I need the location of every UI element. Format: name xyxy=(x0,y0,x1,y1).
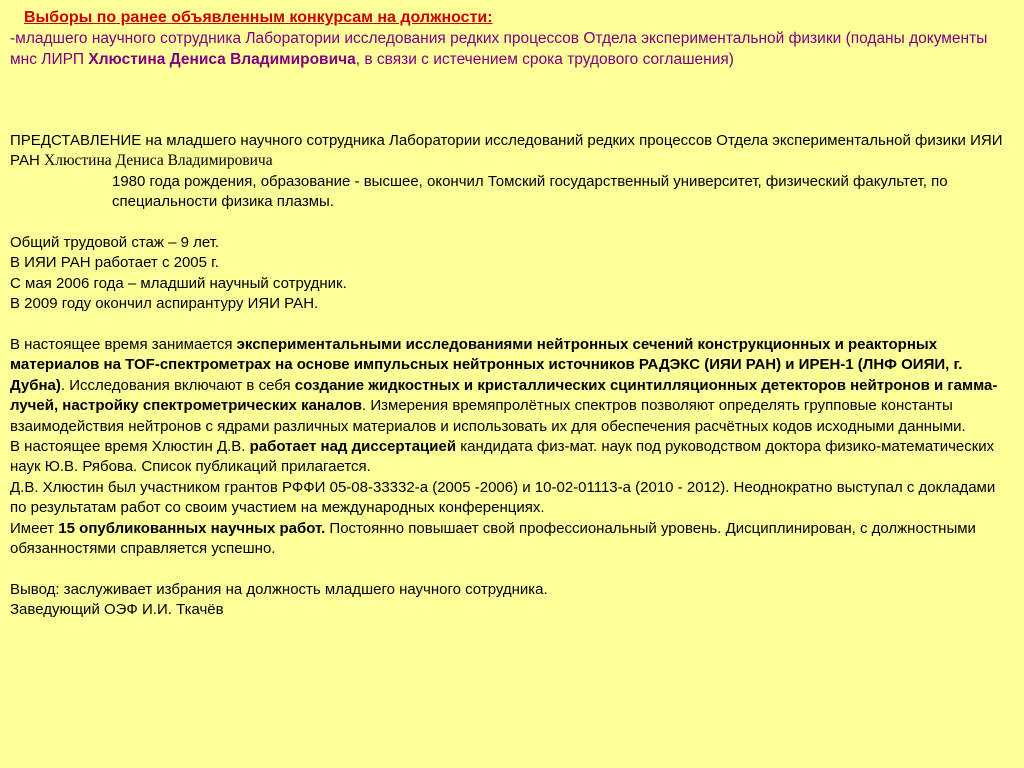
birth-education-paragraph: 1980 года рождения, образование - высшее, окончил Томский государственный университет, физический факультет, по специальности физика плазмы. xyxy=(112,172,948,211)
slide xyxy=(10,8,1014,70)
intro-paragraph xyxy=(10,28,1014,70)
grants-paragraph: Д.В. Хлюстин был участником грантов РФФИ 05-08-33332-а (2005 -2006) и 10-02-01113-а (2010 - 2012). Неоднократно выступал с докладами по результатам работ со своим участием на международных конференциях. xyxy=(10,478,996,517)
signature: Заведующий ОЭФ И.И. Ткачёв xyxy=(10,601,224,619)
intro-candidate-name: Хлюстина Дениса Владимировича xyxy=(88,51,356,68)
publications-bold: 15 опубликованных научных работ. xyxy=(58,519,326,537)
intro-text-1: -младшего научного сотрудника Лаборатории исследования редких процессов Отдела экспериментальной физики xyxy=(10,30,846,47)
dissertation-bold: работает над диссертацией xyxy=(249,438,457,456)
representation-paragraph xyxy=(10,131,1014,172)
publications-text-1: Имеет xyxy=(10,519,59,537)
experience-inr: В ИЯИ РАН работает с 2005 г. xyxy=(10,254,219,272)
intro-text-3: , в связи с истечением срока трудового соглашения) xyxy=(355,51,734,68)
dissertation-text-1: В настоящее время Хлюстин Д.В. xyxy=(10,438,250,456)
representation-text: ПРЕДСТАВЛЕНИЕ на младшего научного сотрудника Лаборатории исследований редких процессов Отдела экспериментальной физики ИЯИ РАН xyxy=(10,132,1003,170)
intro-text-2: (поданы документы мнс ЛИРП xyxy=(10,30,988,68)
research-text-3: . Измерения времяпролётных спектров позволяют определять групповые константы взаимодействия нейтронов с ядрами различных материалов и использовать их для обеспечения расчётных кодов исходными данными. xyxy=(10,397,966,435)
research-text-2: . Исследования включают в себя xyxy=(60,376,295,394)
dissertation-paragraph xyxy=(10,437,1014,478)
research-paragraph xyxy=(10,335,1014,437)
research-bold-2: создание жидкостных и кристаллических сцинтилляционных детекторов нейтронов и гамма-лучей, настройку спектрометрических каналов xyxy=(10,376,998,415)
research-bold-1: экспериментальными исследованиями нейтронных сечений конструкционных и реакторных материалов на TOF-спектрометрах на основе импульсных нейтронных источников РАДЭКС (ИЯИ РАН) и ИРЕН-1 (ЛНФ ОИЯИ, г. Дубна) xyxy=(10,336,963,394)
representation-name: Хлюстина Дениса Владимировича xyxy=(44,152,273,170)
publications-text-2: Постоянно повышает свой профессиональный уровень. Дисциплинирован, с должностными обязанностями справляется успешно. xyxy=(10,519,976,558)
representation-body xyxy=(10,131,1014,621)
conclusion: Вывод: заслуживает избрания на должность младшего научного сотрудника. xyxy=(10,580,548,598)
research-text-1: В настоящее время занимается xyxy=(10,336,237,354)
experience-total: Общий трудовой стаж – 9 лет. xyxy=(10,234,220,252)
slide-title: Выборы по ранее объявленным конкурсам на должности: xyxy=(24,9,493,26)
experience-phd: В 2009 году окончил аспирантуру ИЯИ РАН. xyxy=(10,295,319,313)
publications-paragraph xyxy=(10,519,1014,560)
experience-position: С мая 2006 года – младший научный сотрудник. xyxy=(10,274,347,292)
dissertation-text-2: кандидата физ-мат. наук под руководством доктора физико-математических наук Ю.В. Рябова. Список публикаций прилагается. xyxy=(10,438,995,476)
